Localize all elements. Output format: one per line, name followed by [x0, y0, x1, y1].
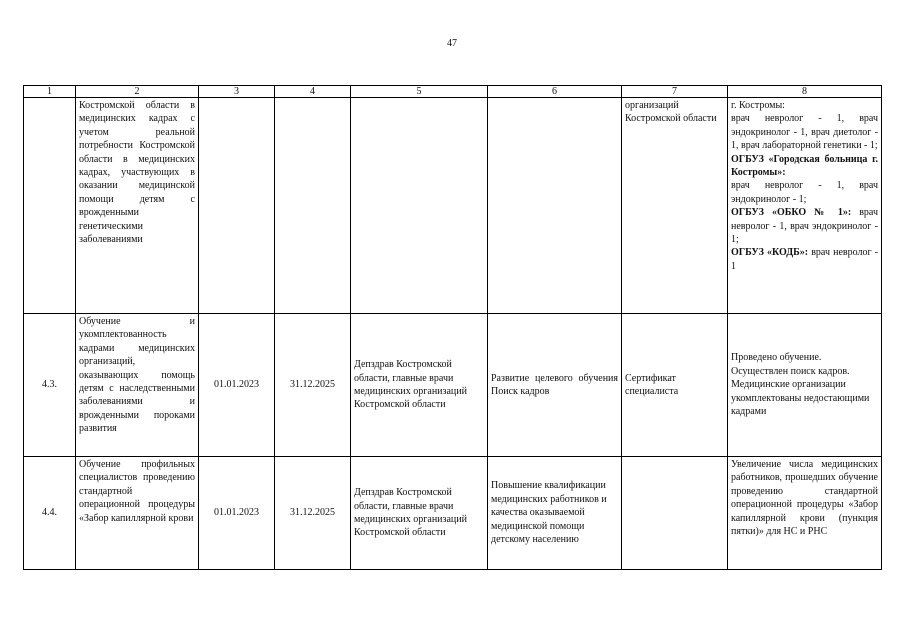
start-date: 01.01.2023 [199, 457, 275, 570]
col-header-1: 1 [24, 86, 76, 98]
row-number: 4.3. [24, 314, 76, 457]
responsible-cell: Депздрав Костромской области, главные врачи медицинских организаций Костромской области [351, 457, 488, 570]
end-date [275, 98, 351, 314]
result-type-cell [622, 457, 728, 570]
task-cell: Обучение профильных специалистов проведению стандартной операционной процедуры «Забор капиллярной крови [76, 457, 199, 570]
table-row [24, 98, 882, 314]
col-header-6: 6 [488, 86, 622, 98]
characteristic-cell: Развитие целевого обучения Поиск кадров [488, 314, 622, 457]
task-cell: Обучение и укомплектованность кадрами медицинских организаций, оказывающих помощь детям с наследственными заболеваниями и врожденными пороками развития [76, 314, 199, 457]
characteristic-cell [488, 98, 622, 314]
result-line-org: ОГБУЗ «ОБКО № 1»: врач невролог - 1, врач эндокринолог - 1; [731, 207, 878, 246]
page-number: 47 [447, 38, 457, 49]
table-row [24, 314, 882, 457]
start-date: 01.01.2023 [199, 314, 275, 457]
org-name: ОГБУЗ «ОБКО № 1»: [731, 207, 852, 219]
table-row [24, 457, 882, 570]
result-cell [728, 314, 882, 457]
col-header-3: 3 [199, 86, 275, 98]
col-header-5: 5 [351, 86, 488, 98]
col-header-2: 2 [76, 86, 199, 98]
result-line: Проведено обучение. [731, 352, 822, 364]
col-header-4: 4 [275, 86, 351, 98]
characteristic-cell: Повышение квалификации медицинских работников и качества оказываемой медицинской помощи детскому населению [488, 457, 622, 570]
result-line: врач невролог - 1, врач эндокринолог - 1, врач диетолог - 1, врач лабораторной генетики - 1; [731, 113, 878, 152]
result-line-org: ОГБУЗ «Городская больница г. Костромы»: [731, 153, 878, 179]
task-cell: Костромской области в медицинских кадрах с учетом реальной потребности Костромской области в медицинских кадрах, участвующих в оказании медицинской помощи детям с врожденными генетическими заболеваниями [76, 98, 199, 314]
result-line: Осуществлен поиск кадров. [731, 365, 850, 377]
result-line-org: ОГБУЗ «КОДБ»: врач невролог - 1 [731, 247, 878, 272]
plan-table [23, 85, 882, 570]
result-type-cell: Сертификат специалиста [622, 314, 728, 457]
result-line: г. Костромы: [731, 100, 785, 111]
col-header-7: 7 [622, 86, 728, 98]
result-line: врач невролог - 1, врач эндокринолог - 1; [731, 180, 878, 205]
end-date: 31.12.2025 [275, 457, 351, 570]
start-date [199, 98, 275, 314]
col-header-8: 8 [728, 86, 882, 98]
org-name: ОГБУЗ [731, 153, 764, 165]
responsible-cell: Депздрав Костромской области, главные врачи медицинских организаций Костромской области [351, 314, 488, 457]
result-type-cell: организаций Костромской области [622, 98, 728, 314]
row-number [24, 98, 76, 314]
end-date: 31.12.2025 [275, 314, 351, 457]
result-cell [728, 457, 882, 570]
result-line: Медицинские организации укомплектованы недостающими кадрами [731, 379, 870, 418]
responsible-cell [351, 98, 488, 314]
header-row [24, 86, 882, 98]
row-number: 4.4. [24, 457, 76, 570]
result-cell [728, 98, 882, 314]
org-name: ОГБУЗ «КОДБ»: [731, 247, 809, 259]
result-line: Увеличение числа медицинских работников, прошедших обучение проведению стандартной операционной процедуры «Забор капиллярной крови (пункция пятки)» для НС и РНС [731, 459, 878, 538]
